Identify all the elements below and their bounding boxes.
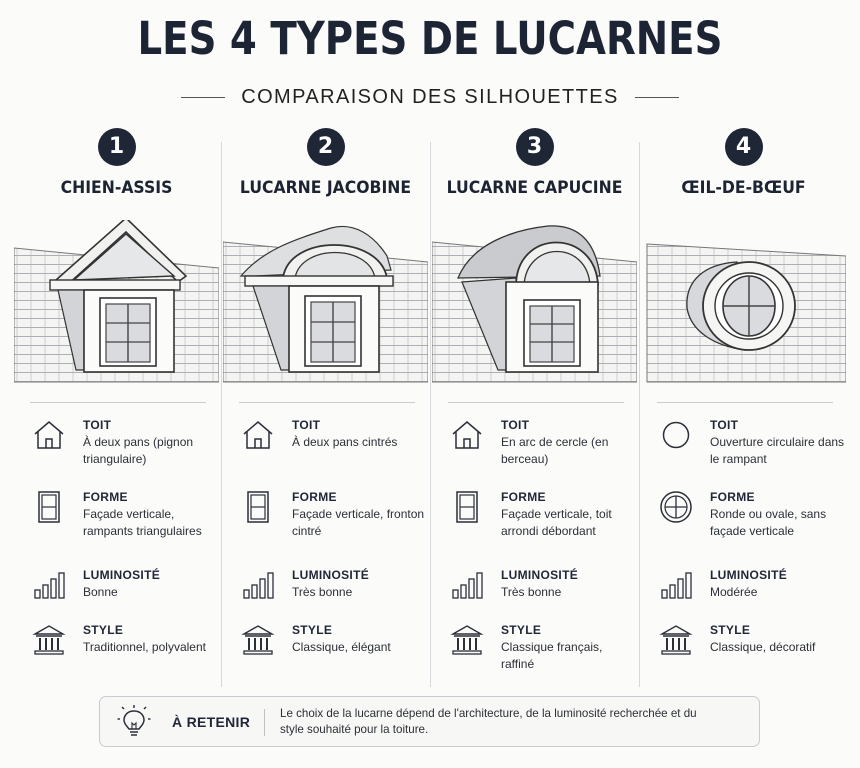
attribute-value: Très bonne [292, 585, 353, 599]
number-badge: 3 [516, 128, 554, 166]
round-window-icon [659, 490, 693, 524]
attribute-label: LUMINOSITÉ [292, 568, 369, 582]
attribute-label: STYLE [710, 623, 751, 637]
column-lucarne-capucine [430, 128, 639, 688]
attribute-label: LUMINOSITÉ [501, 568, 578, 582]
divider-right [635, 97, 679, 98]
attribute-value: Modérée [710, 585, 758, 599]
lucarne-jacobine-illustration [223, 220, 428, 390]
window-icon [450, 490, 484, 524]
attribute-value: Façade verticale, fronton cintré [292, 507, 425, 538]
gable-house-icon [241, 418, 275, 452]
attribute-forme [32, 490, 217, 546]
callout-heading: À RETENIR [172, 714, 251, 730]
number-badge: 4 [725, 128, 763, 166]
gable-house-icon [450, 418, 484, 452]
column-oeil-de-boeuf [639, 128, 848, 688]
divider [239, 402, 415, 403]
attribute-value: Classique, élégant [292, 640, 391, 654]
divider-left [181, 97, 225, 98]
window-icon [32, 490, 66, 524]
column-lucarne-jacobine [221, 128, 430, 688]
key-takeaway-box [99, 696, 760, 747]
attribute-forme [241, 490, 426, 546]
dormer-comparison [12, 128, 848, 688]
attribute-value: À deux pans (pignon triangulaire) [83, 435, 194, 466]
column-title: ŒIL-DE-BŒUF [681, 178, 806, 198]
number-badge: 2 [307, 128, 345, 166]
divider [657, 402, 833, 403]
attribute-value: Façade verticale, toit arrondi débordant [501, 507, 612, 538]
column-chien-assis [12, 128, 221, 688]
attribute-toit [450, 418, 635, 474]
attribute-style [659, 623, 844, 679]
column-title: LUCARNE CAPUCINE [446, 178, 623, 198]
attribute-luminosite [659, 568, 844, 624]
attribute-luminosite [450, 568, 635, 624]
lightbulb-icon [117, 704, 151, 740]
attribute-value: Bonne [83, 585, 118, 599]
attribute-forme [659, 490, 844, 546]
oeil-de-boeuf-illustration [641, 220, 846, 390]
divider [448, 402, 624, 403]
attribute-toit [32, 418, 217, 474]
attribute-toit [241, 418, 426, 474]
attribute-value: En arc de cercle (en berceau) [501, 435, 609, 466]
attribute-value: Classique, décoratif [710, 640, 816, 654]
column-title: CHIEN-ASSIS [60, 178, 173, 198]
window-icon [241, 490, 275, 524]
attribute-value: Ronde ou ovale, sans façade verticale [710, 507, 827, 538]
attribute-forme [450, 490, 635, 546]
attribute-toit [659, 418, 844, 474]
attribute-label: STYLE [83, 623, 124, 637]
attribute-label: FORME [83, 490, 128, 504]
attribute-label: LUMINOSITÉ [83, 568, 160, 582]
attribute-value: À deux pans cintrés [292, 435, 398, 449]
divider [30, 402, 206, 403]
attribute-label: FORME [710, 490, 755, 504]
attribute-label: FORME [292, 490, 337, 504]
attribute-label: FORME [501, 490, 546, 504]
attribute-luminosite [32, 568, 217, 624]
attribute-value: Très bonne [501, 585, 562, 599]
bar-chart-icon [450, 568, 484, 602]
attribute-luminosite [241, 568, 426, 624]
classical-building-icon [450, 623, 484, 657]
column-title: LUCARNE JACOBINE [239, 178, 412, 198]
bar-chart-icon [241, 568, 275, 602]
classical-building-icon [241, 623, 275, 657]
attribute-label: TOIT [710, 418, 739, 432]
attribute-value: Classique français, raffiné [501, 640, 603, 671]
attribute-label: TOIT [292, 418, 321, 432]
callout-divider [264, 709, 265, 736]
number-badge: 1 [98, 128, 136, 166]
page-title: LES 4 TYPES DE LUCARNES [137, 12, 723, 65]
attribute-value: Façade verticale, rampants triangulaires [83, 507, 202, 538]
bar-chart-icon [32, 568, 66, 602]
classical-building-icon [32, 623, 66, 657]
classical-building-icon [659, 623, 693, 657]
attribute-style [32, 623, 217, 679]
chien-assis-illustration [14, 220, 219, 390]
attribute-style [241, 623, 426, 679]
page-subtitle: COMPARAISON DES SILHOUETTES [241, 85, 619, 108]
circle-icon [659, 418, 693, 452]
attribute-style [450, 623, 635, 679]
gable-house-icon [32, 418, 66, 452]
bar-chart-icon [659, 568, 693, 602]
attribute-label: STYLE [292, 623, 333, 637]
attribute-value: Ouverture circulaire dans le rampant [710, 435, 845, 466]
callout-text: Le choix de la lucarne dépend de l'architecture, de la luminosité recherchée et du style souhaité pour la toiture. [280, 707, 697, 736]
attribute-label: TOIT [501, 418, 530, 432]
attribute-label: TOIT [83, 418, 112, 432]
attribute-label: LUMINOSITÉ [710, 568, 787, 582]
lucarne-capucine-illustration [432, 220, 637, 390]
attribute-value: Traditionnel, polyvalent [83, 640, 206, 654]
attribute-label: STYLE [501, 623, 542, 637]
subtitle-row [0, 84, 860, 110]
